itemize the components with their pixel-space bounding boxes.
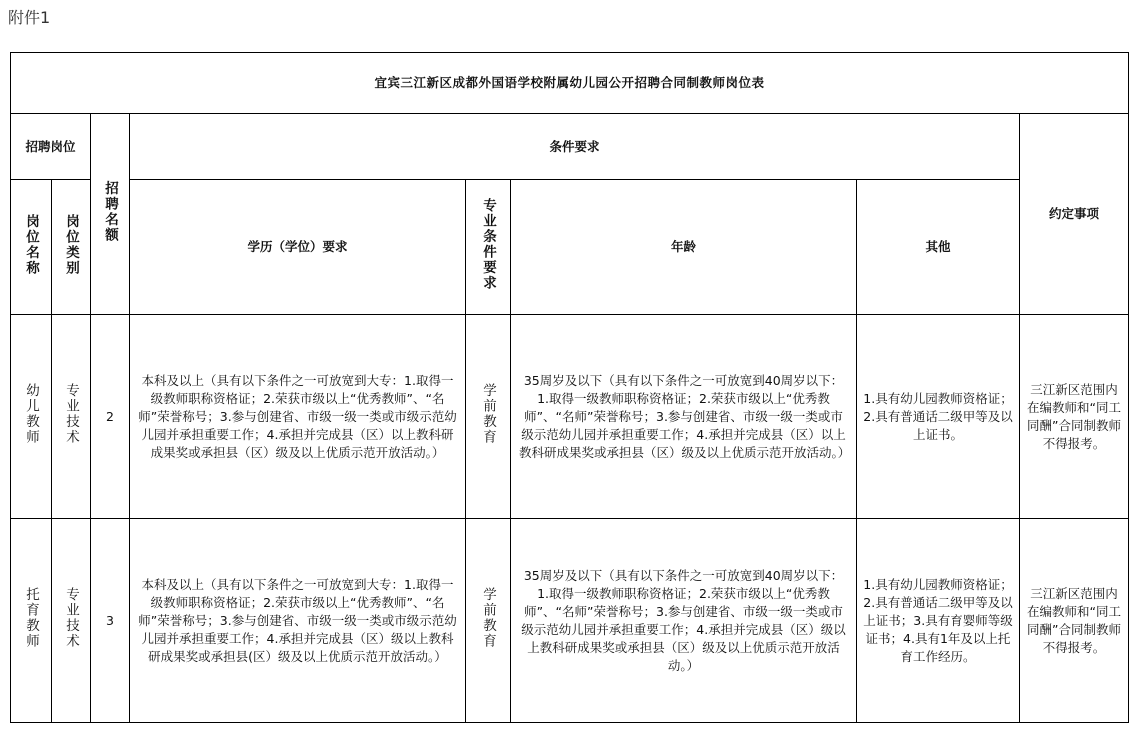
header-notes: 约定事项 [1020,114,1129,315]
row-notes: 三江新区范围内在编教师和“同工同酬”合同制教师不得报考。 [1020,315,1129,519]
row-age: 35周岁及以下（具有以下条件之一可放宽到40周岁以下：1.取得一级教师职称资格证；2.荣获市级以上“优秀教师”、“名师”荣誉称号；3.参与创建省、市级一级一类或市级示范幼儿园并承担重要工作；4.承担并完成县（区）级以上教科研成果奖或承担县（区）级及以上优质示范开放活动。） [511,519,857,723]
header-age: 年龄 [511,180,857,315]
row-other: 1.具有幼儿园教师资格证；2.具有普通话二级甲等及以上证书。 [857,315,1020,519]
table-title: 宜宾三江新区成都外国语学校附属幼儿园公开招聘合同制教师岗位表 [11,53,1129,114]
header-row-2 [11,180,1129,315]
header-education: 学历（学位）要求 [130,180,466,315]
header-row-1 [11,114,1129,180]
recruitment-table [10,52,1129,723]
row-education: 本科及以上（具有以下条件之一可放宽到大专：1.取得一级教师职称资格证；2.荣获市级以上“优秀教师”、“名师”荣誉称号；3.参与创建省、市级一级一类或市级示范幼儿园并承担重要工作；4.承担并完成县（区）以上教科研成果奖或承担县（区）级及以上优质示范开放活动。） [130,315,466,519]
table-row [11,519,1129,723]
header-position-type: 岗位类别 [52,180,91,315]
row-position-name: 幼儿教师 [11,315,52,519]
row-major: 学前教育 [466,315,511,519]
row-quota: 2 [91,315,130,519]
header-quota: 招聘名额 [91,114,130,315]
header-other: 其他 [857,180,1020,315]
header-conditions-group: 条件要求 [130,114,1020,180]
row-quota: 3 [91,519,130,723]
row-education: 本科及以上（具有以下条件之一可放宽到大专：1.取得一级教师职称资格证；2.荣获市级以上“优秀教师”、“名师”荣誉称号；3.参与创建省、市级一级一类或市级示范幼儿园并承担重要工作；4.承担并完成县（区）级以上教科研成果奖或承担县(区）级及以上优质示范开放活动。） [130,519,466,723]
title-row [11,53,1129,114]
row-notes: 三江新区范围内在编教师和“同工同酬”合同制教师不得报考。 [1020,519,1129,723]
table-row [11,315,1129,519]
row-major: 学前教育 [466,519,511,723]
header-position-group: 招聘岗位 [11,114,91,180]
row-position-type: 专业技术 [52,315,91,519]
row-age: 35周岁及以下（具有以下条件之一可放宽到40周岁以下：1.取得一级教师职称资格证；2.荣获市级以上“优秀教师”、“名师”荣誉称号；3.参与创建省、市级一级一类或市级示范幼儿园并承担重要工作；4.承担并完成县（区）以上教科研成果奖或承担县（区）级及以上优质示范开放活动。） [511,315,857,519]
header-major: 专业条件要求 [466,180,511,315]
header-position-name: 岗位名称 [11,180,52,315]
attachment-label: 附件1 [8,8,51,27]
row-position-name: 托育教师 [11,519,52,723]
row-other: 1.具有幼儿园教师资格证；2.具有普通话二级甲等及以上证书；3.具有育婴师等级证书；4.具有1年及以上托育工作经历。 [857,519,1020,723]
row-position-type: 专业技术 [52,519,91,723]
